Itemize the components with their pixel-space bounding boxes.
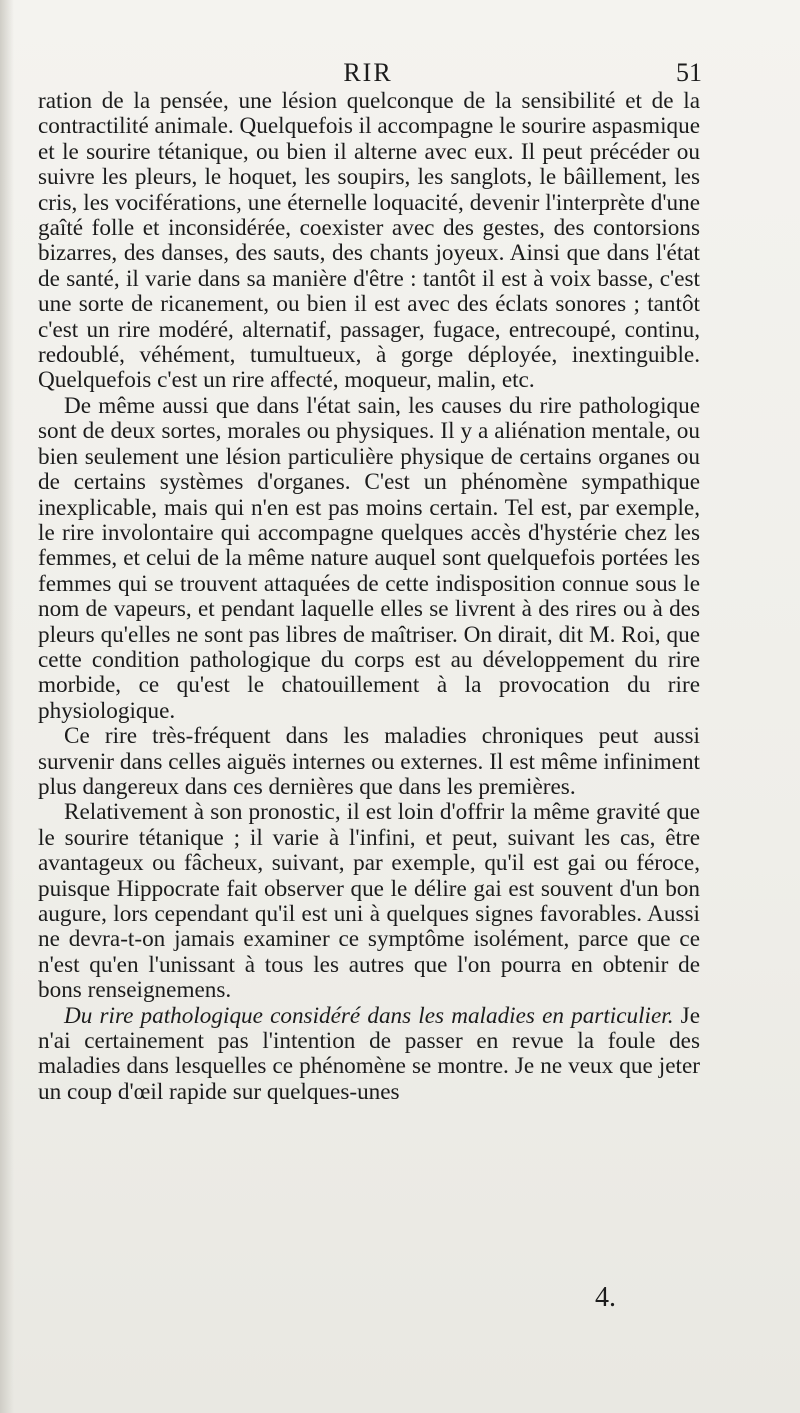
paragraph-continuation: ration de la pensée, une lésion quelconque de la sensibilité et de la contractilité animale. Quelquefois il accompagne le sourire aspasmique et le sourire tétanique, ou bien il alterne avec eux. Il peut précéder ou suivre les pleurs, le hoquet, les soupirs, les sanglots, le bâillement, les cris, les vociférations, une éternelle loquacité, devenir l'interprète d'une gaîté folle et inconsidérée, coexister avec des gestes, des contorsions bizarres, des danses, des sauts, des chants joyeux. Ainsi que dans l'état de santé, il varie dans sa manière d'être : tantôt il est à voix basse, c'est une sorte de ricanement, ou bien il est avec des éclats sonores ; tantôt c'est un rire modéré, alternatif, passager, fugace, entrecoupé, continu, redoublé, véhément, tumultueux, à gorge déployée, inextinguible. Quelquefois c'est un rire affecté, moqueur, malin, etc. xyxy=(38,88,700,394)
page-gutter-shadow xyxy=(0,0,14,1413)
section-heading-italic: Du rire pathologique considéré dans les maladies en particulier. xyxy=(64,1002,674,1029)
paragraph-particular-diseases-text: Je n'ai certainement pas l'intention de passer en revue la foule des maladies dans lesquelles ce phénomène se montre. Je ne veux que jeter un coup d'œil rapide sur quelques-unes xyxy=(38,1002,700,1105)
page-header xyxy=(38,58,702,92)
paragraph-chronic-diseases: Ce rire très-fréquent dans les maladies chroniques peut aussi survenir dans celles aiguës internes ou externes. Il est même infiniment plus dangereux dans ces dernières que dans les premières. xyxy=(38,723,700,800)
running-title: RIR xyxy=(343,58,393,87)
paragraph-particular-diseases xyxy=(38,1004,700,1106)
page-number: 51 xyxy=(676,58,702,87)
body-text xyxy=(38,89,700,1105)
paragraph-prognosis: Relativement à son pronostic, il est loin d'offrir la même gravité que le sourire tétanique ; il varie à l'infini, et peut, suivant les cas, être avantageux ou fâcheux, suivant, par exemple, qu'il est gai ou féroce, puisque Hippocrate fait observer que le délire gai est souvent d'un bon augure, lors cependant qu'il est uni à quelques signes favorables. Aussi ne devra-t-on jamais examiner ce symptôme isolément, parce que ce n'est qu'en l'unissant à tous les autres que l'on pourra en obtenir de bons renseignemens. xyxy=(38,799,700,1004)
signature-mark: 4. xyxy=(595,1282,616,1313)
paragraph-causes: De même aussi que dans l'état sain, les causes du rire pathologique sont de deux sortes, morales ou physiques. Il y a aliénation mentale, ou bien seulement une lésion particulière physique de certains organes ou de certains systèmes d'organes. C'est un phénomène sympathique inexplicable, mais qui n'en est pas moins certain. Tel est, par exemple, le rire involontaire qui accompagne quelques accès d'hystérie chez les femmes, et celui de la même nature auquel sont quelquefois portées les femmes qui se trouvent attaquées de cette indisposition connue sous le nom de vapeurs, et pendant laquelle elles se livrent à des rires ou à des pleurs qu'elles ne sont pas libres de maîtriser. On dirait, dit M. Roi, que cette condition pathologique du corps est au développement du rire morbide, ce qu'est le chatouillement à la provocation du rire physiologique. xyxy=(38,392,700,724)
